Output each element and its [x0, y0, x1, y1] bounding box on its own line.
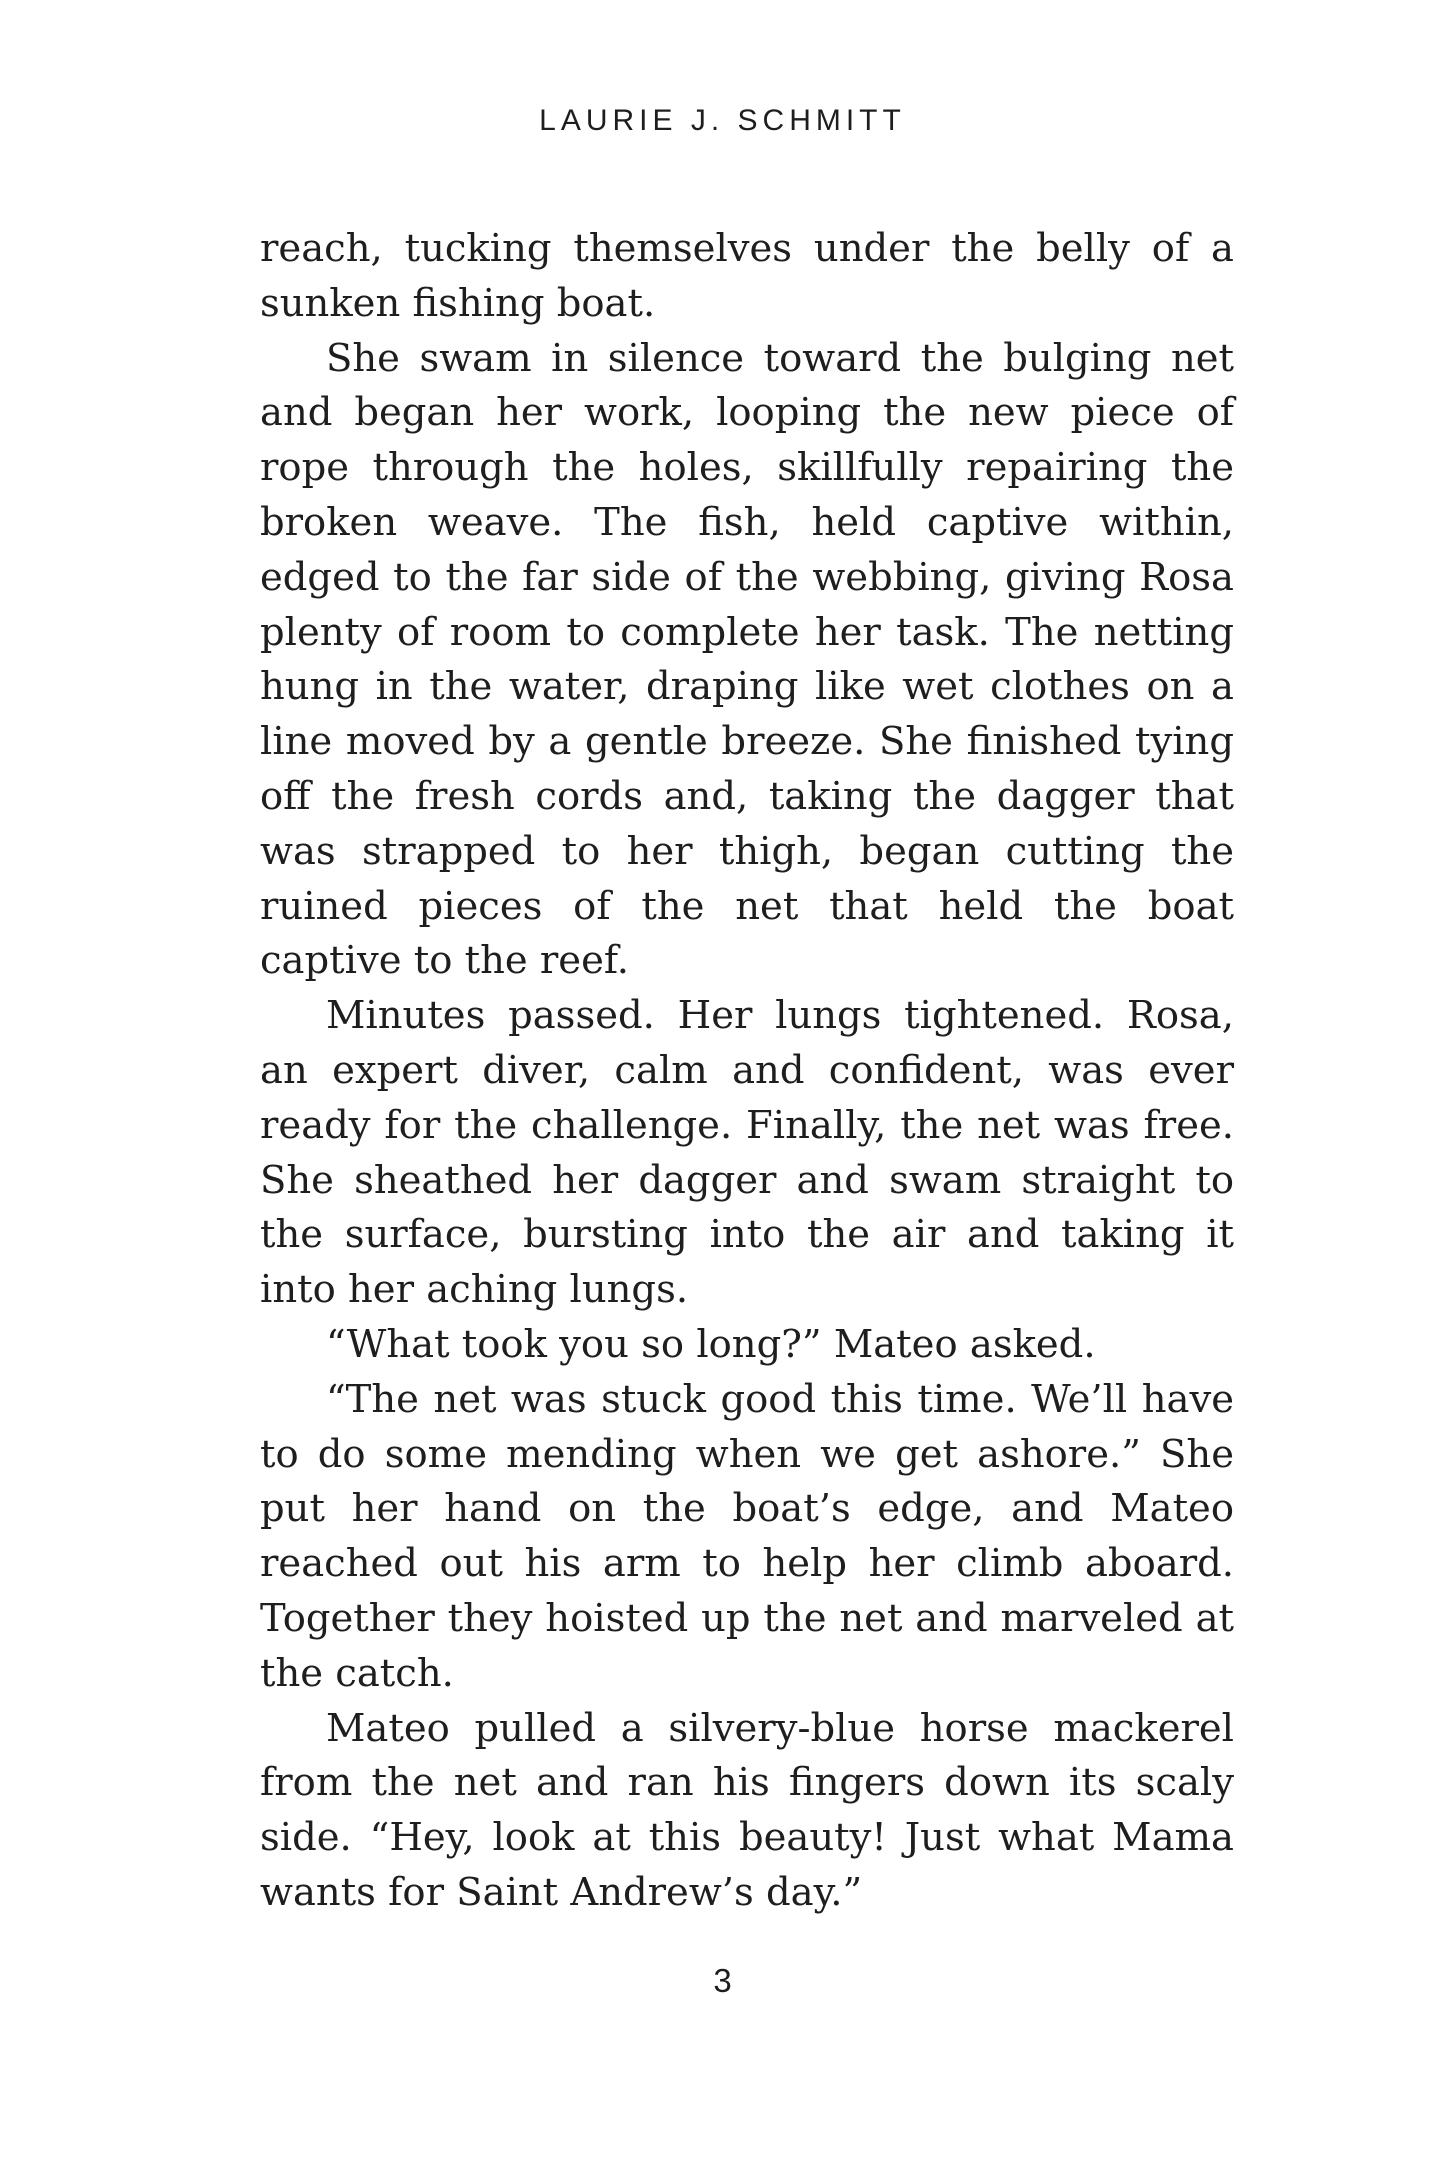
paragraph-net-repair: She swam in silence toward the bulging net and began her work, looping the new piece of rope through the holes, skillfully repairing the broken weave. The fish, held captive within, edged to the far side of the webbing, giving Rosa plenty of room to complete her task. The netting hung in the water, draping like wet clothes on a line moved by a gentle breeze. She finished tying off the fresh cords and, taking the dagger that was strapped to her thigh, began cutting the ruined pieces of the net that held the boat captive to the reef. [260, 335, 1234, 984]
page-number: 3 [713, 1962, 732, 1999]
paragraph-continuation: reach, tucking themselves under the belly of a sunken fishing boat. [260, 226, 1234, 326]
running-head-author: LAURIE J. SCHMITT [539, 104, 906, 137]
paragraph-rosa-reply: “The net was stuck good this time. We’ll have to do some mending when we get ashore.” She put her hand on the boat’s edge, and Mateo reached out his arm to help her climb aboard. Together they hoisted up the net and marveled at the catch. [260, 1376, 1234, 1696]
paragraph-mackerel: Mateo pulled a silvery-blue horse mackerel from the net and ran his fingers down its scaly side. “Hey, look at this beauty! Just what Mama wants for Saint Andrew’s day.” [260, 1705, 1234, 1915]
page-body-text [260, 222, 1234, 1921]
paragraph-surfacing: Minutes passed. Her lungs tightened. Rosa, an expert diver, calm and confident, was ever ready for the challenge. Finally, the net was free. She sheathed her dagger and swam straight to the surface, bursting into the air and taking it into her aching lungs. [260, 993, 1234, 1313]
paragraph-mateo-question: “What took you so long?” Mateo asked. [326, 1321, 1096, 1367]
